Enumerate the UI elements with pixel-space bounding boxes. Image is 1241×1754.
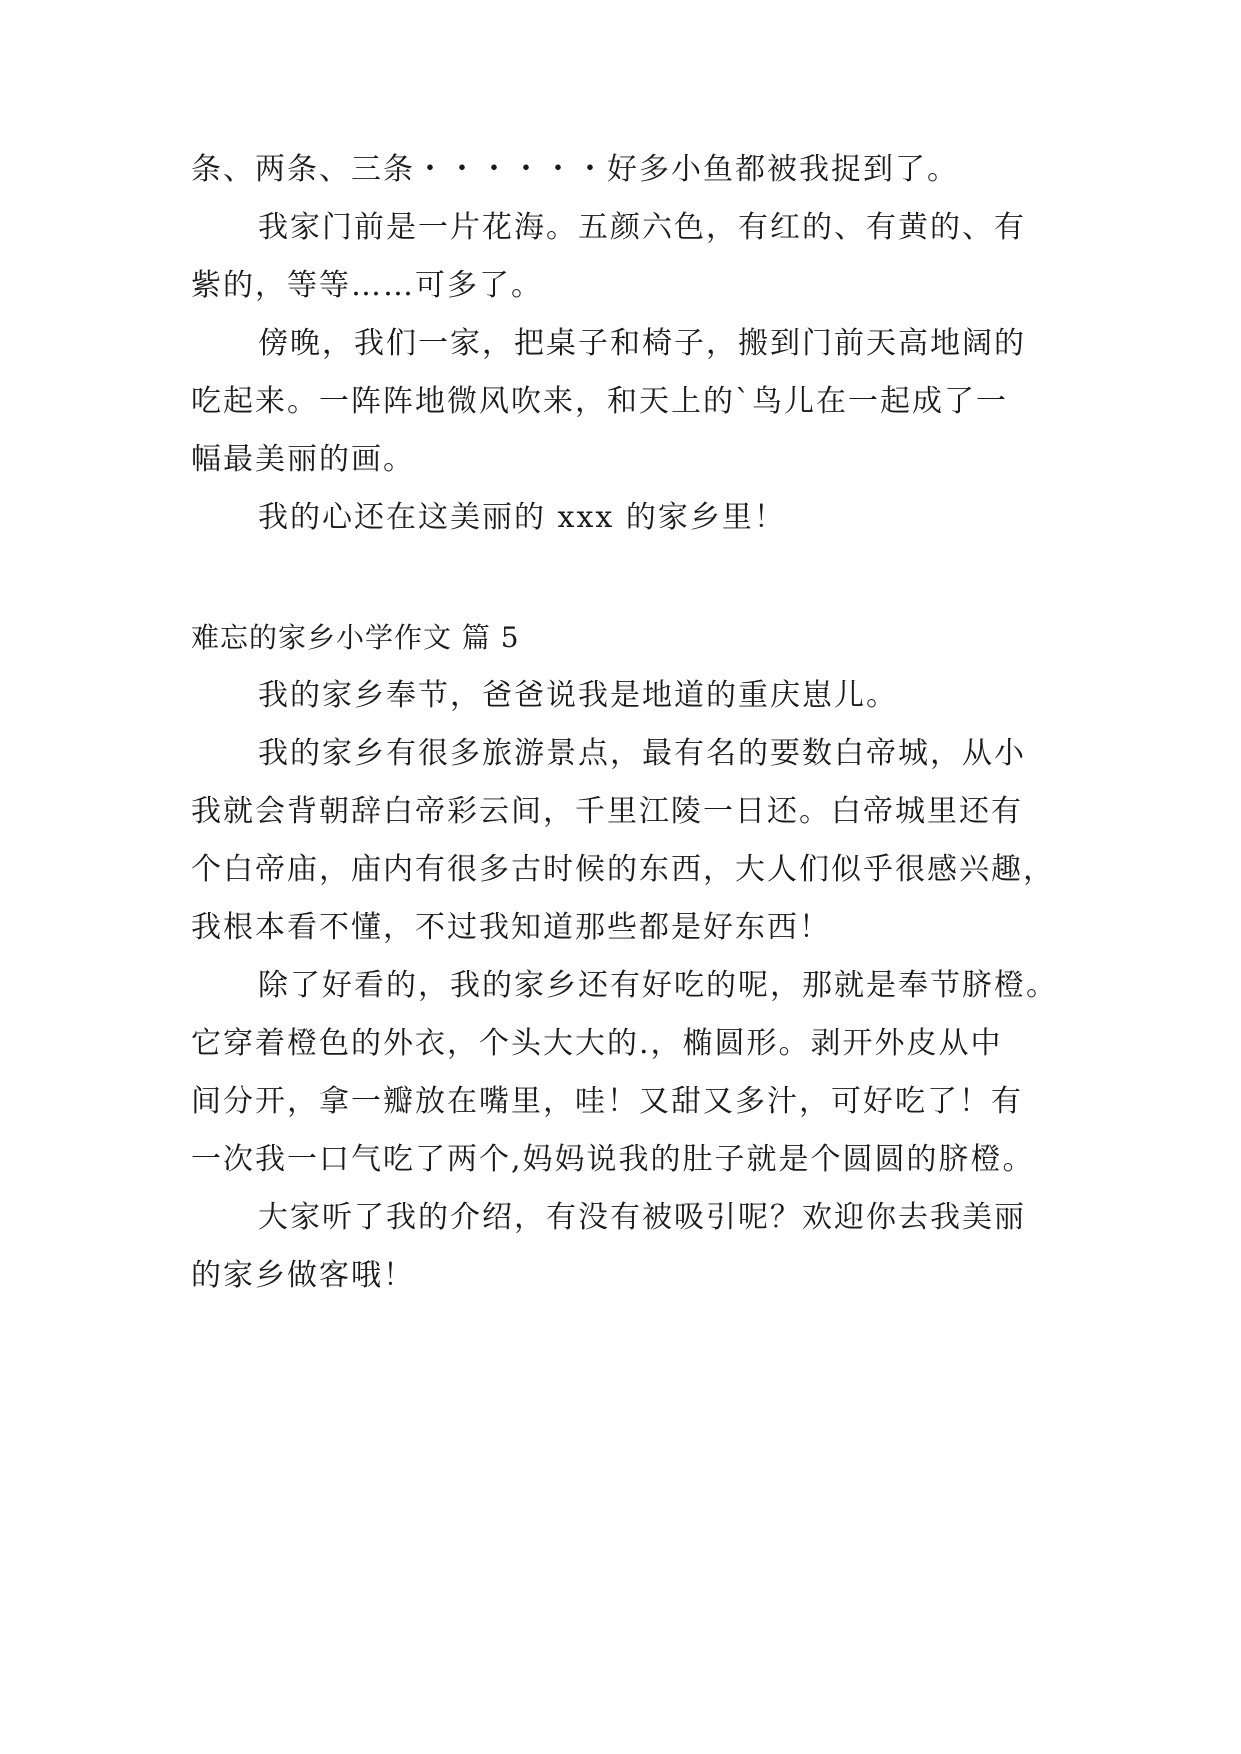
paragraph-line: 我就会背朝辞白帝彩云间，千里江陵一日还。白帝城里还有 xyxy=(191,794,1023,829)
paragraph-line: 幅最美丽的画。 xyxy=(191,442,415,477)
paragraph-line: 的家乡做客哦！ xyxy=(191,1258,415,1293)
paragraph-line: 个白帝庙，庙内有很多古时候的东西，大人们似乎很感兴趣， xyxy=(191,852,1055,887)
paragraph-line: 间分开，拿一瓣放在嘴里，哇！又甜又多汁，可好吃了！有 xyxy=(191,1084,1023,1119)
paragraph-line: 我的心还在这美丽的 xxx 的家乡里！ xyxy=(258,500,786,535)
paragraph-line: 条、两条、三条・・・・・・好多小鱼都被我捉到了。 xyxy=(191,152,959,187)
paragraph-line: 我根本看不懂，不过我知道那些都是好东西！ xyxy=(191,910,831,945)
paragraph-line: 傍晚，我们一家，把桌子和椅子，搬到门前天高地阔的 xyxy=(258,326,1026,361)
paragraph-line: 紫的，等等……可多了。 xyxy=(191,268,543,303)
paragraph-line: 除了好看的，我的家乡还有好吃的呢，那就是奉节脐橙。 xyxy=(258,968,1058,1003)
paragraph-line: 我的家乡有很多旅游景点，最有名的要数白帝城，从小 xyxy=(258,736,1026,771)
paragraph-line: 一次我一口气吃了两个,妈妈说我的肚子就是个圆圆的脐橙。 xyxy=(191,1142,1035,1177)
section-heading: 难忘的家乡小学作文 篇 5 xyxy=(191,621,520,654)
paragraph-line: 我的家乡奉节，爸爸说我是地道的重庆崽儿。 xyxy=(258,678,898,713)
paragraph-line: 大家听了我的介绍，有没有被吸引呢？欢迎你去我美丽 xyxy=(258,1200,1026,1235)
paragraph-line: 它穿着橙色的外衣，个头大大的.，椭圆形。剥开外皮从中 xyxy=(191,1026,1003,1061)
paragraph-line: 吃起来。一阵阵地微风吹来，和天上的`鸟儿在一起成了一 xyxy=(191,384,1008,419)
paragraph-line: 我家门前是一片花海。五颜六色，有红的、有黄的、有 xyxy=(258,210,1026,245)
